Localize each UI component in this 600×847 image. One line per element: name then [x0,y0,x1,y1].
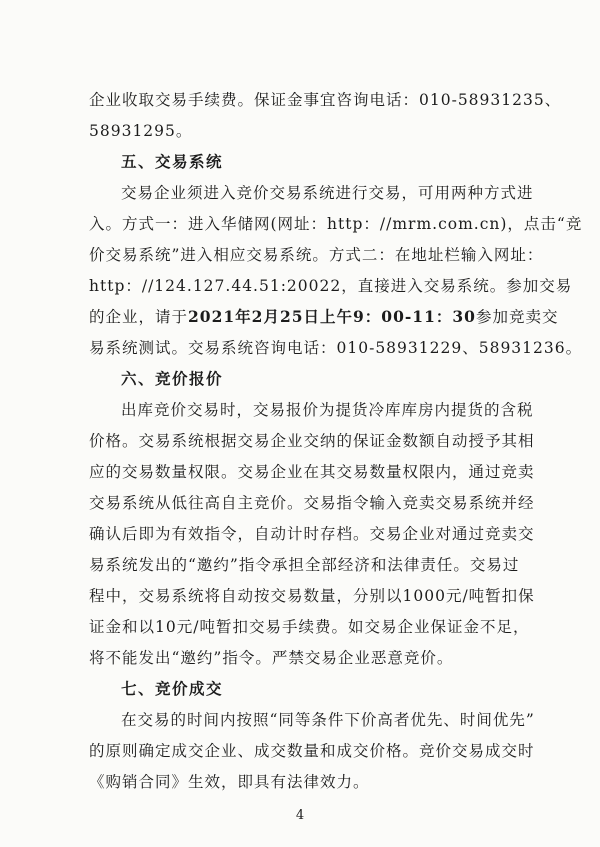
body-line [89,307,600,327]
body-line: 价格。交易系统根据交易企业交纳的保证金数额自动授予其相 [89,432,535,450]
section-heading: 七、竞价成交 [121,680,224,698]
body-line: 应的交易数量权限。交易企业在其交易数量权限内，通过竞卖 [89,463,535,481]
section-heading: 六、竞价报价 [121,370,224,388]
body-line: 程中，交易系统将自动按交易数量，分别以1000元/吨暂扣保 [89,587,535,605]
body-line: 的原则确定成交企业、成交数量和成交价格。竞价交易成交时 [89,742,535,760]
body-line: 易系统测试。交易系统咨询电话：010-58931229、58931236。 [89,339,583,357]
body-line: 企业收取交易手续费。保证金事宜咨询电话：010-58931235、 [89,91,562,109]
body-line: 58931295。 [89,122,193,140]
body-line: 价交易系统”进入相应交易系统。方式二：在地址栏输入网址： [89,246,544,264]
body-line: 交易企业须进入竞价交易系统进行交易，可用两种方式进 [121,184,534,202]
body-line: 入。方式一：进入华储网(网址：http：//mrm.com.cn)，点击“竞 [89,215,583,233]
body-line: 将不能发出“邀约”指令。严禁交易企业恶意竞价。 [89,649,454,667]
test-date-bold: 2021年2月25日上午9：00-11：30 [188,307,476,326]
body-line: http：//124.127.44.51:20022，直接进入交易系统。参加交易 [89,277,573,295]
body-line: 确认后即为有效指令，自动计时存档。交易企业对通过竞卖交 [89,525,535,543]
body-line: 交易系统从低往高自主竞价。交易指令输入竞卖交易系统并经 [89,494,535,512]
page-number: 4 [295,808,305,823]
body-line: 证金和以10元/吨暂扣交易手续费。如交易企业保证金不足， [89,618,530,636]
body-text: 的企业，请于 [89,308,189,326]
section-heading: 五、交易系统 [121,153,224,171]
body-line: 易系统发出的“邀约”指令承担全部经济和法律责任。交易过 [89,556,520,574]
body-text: 参加竞卖交 [475,308,559,326]
body-line: 《购销合同》生效，即具有法律效力。 [89,773,370,791]
body-line: 出库竞价交易时，交易报价为提货冷库库房内提货的含税 [121,401,534,419]
body-line: 在交易的时间内按照“同等条件下价高者优先、时间优先” [121,711,535,729]
